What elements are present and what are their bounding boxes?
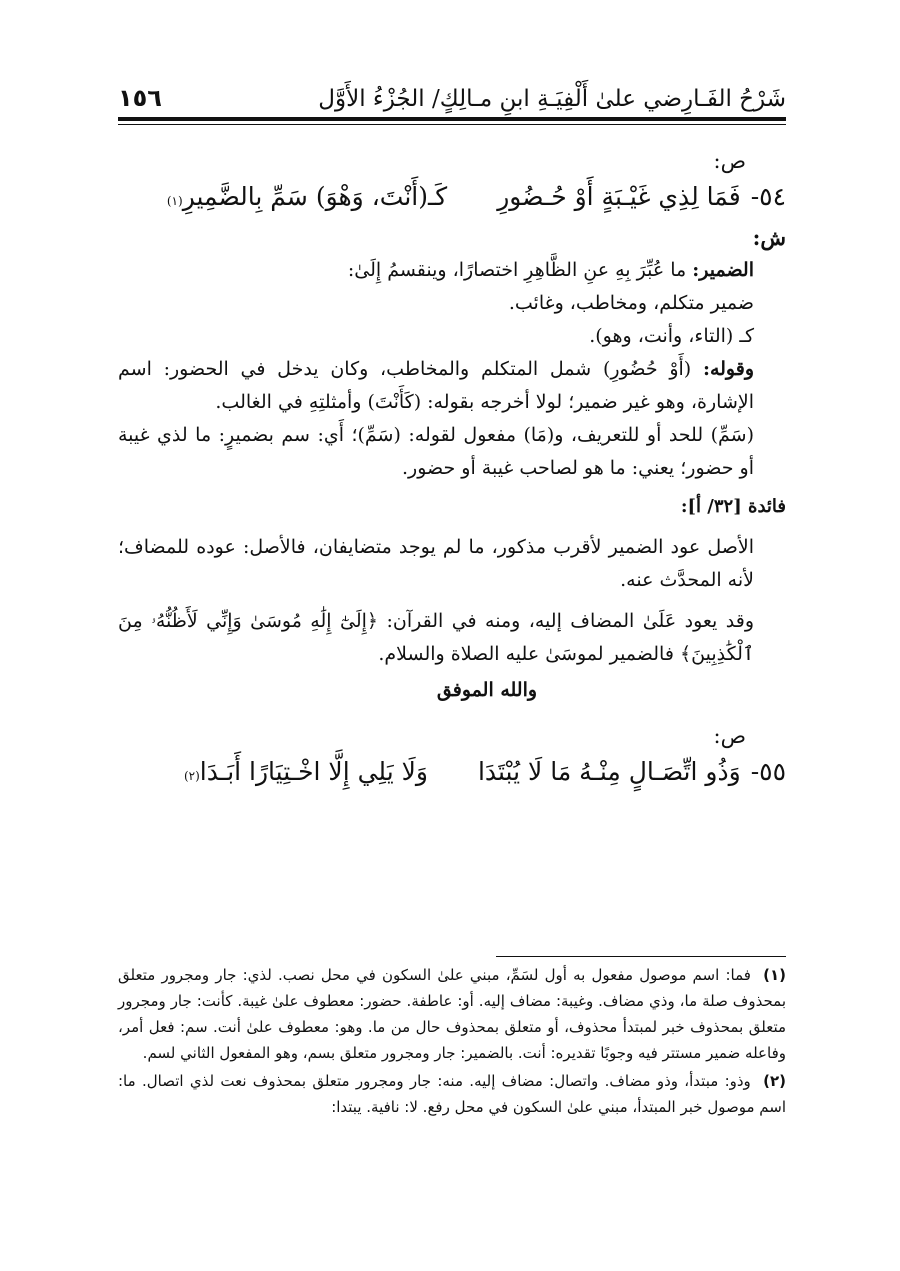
footnote-ref-2[interactable]: (٢): [183, 769, 200, 783]
label-sharh: ش:: [752, 225, 786, 250]
quran-quote: ﴿إِلَىٰٓ إِلَٰهِ مُوسَىٰ وَإِنِّي لَأَظُنُّهُۥ مِنَ ٱلْكَٰذِبِينَ﴾: [118, 610, 754, 665]
verse-number: ٥٤-: [750, 182, 786, 211]
footnote-1: [118, 962, 786, 1066]
footnote-number: (٢): [763, 1072, 786, 1090]
faida-title: فائدة [٣٢/ أ]:: [680, 496, 786, 517]
verse-hemistich-2: وَلَا يَلِي إِلَّا اخْـتِيَارًا أَبَـدَا: [199, 757, 428, 786]
verse-55: [118, 751, 786, 797]
header-title: شَرْحُ الفَـارِضي علىٰ أَلْفِيَـةِ ابنِ مـالِكٍ/ الجُزْءُ الأَوَّل: [318, 86, 786, 112]
qawluhu-text: (أَوْ حُضُورِ) شمل المتكلم والمخاطب، وكان يدخل في الحضور: اسم الإشارة، وهو غير ضمير؛ لولا أخرجه بقوله: (كَأَنْتَ) وأمثلتِهِ في الغالب.: [118, 358, 754, 413]
label-sad: ص:: [713, 149, 746, 173]
faida-p2-tail: فالضمير لموسَىٰ عليه الصلاة والسلام.: [378, 643, 674, 665]
footnote-2: [118, 1068, 786, 1120]
verse-54: [118, 176, 786, 222]
examples-line: كـ (التاء، وأنت، وهو).: [589, 325, 754, 347]
spacer: [118, 597, 786, 605]
verse-hemistich-2: كَـ(أَنْتَ، وَهْوَ) سَمِّ بِالضَّمِيرِ: [182, 182, 448, 211]
closing-line: والله الموفق: [436, 679, 538, 701]
label-sad-2: ص:: [713, 724, 746, 748]
footnote-separator: [496, 956, 786, 957]
faida-paragraph-1: الأصل عود الضمير لأقرب مذكور، ما لم يوجد متضايفان، فالأصل: عوده للمضاف؛ لأنه المحدَّث عنه.: [118, 536, 754, 591]
footnote-text: وذو: مبتدأ، وذو مضاف. واتصال: مضاف إليه. منه: جار ومجرور متعلق بمحذوف نعت لذي اتصال. ما: اسم موصول خبر المبتدأ، مبني علىٰ السكون في محل رفع. لا: نافية. يبتدا:: [118, 1072, 786, 1116]
faida-paragraph-2: [118, 605, 786, 671]
footnote-text: فما: اسم موصول مفعول به أول لسَمِّ، مبني علىٰ السكون في محل نصب. لذي: جار ومجرور متعلق بمحذوف صلة ما، وذي مضاف. وغيبة: مضاف إليه. أو: عاطفة. حضور: معطوف علىٰ غيبة. كأنت: جار ومجرور متعلق بمحذوف خبر لمبتدأ محذوف، أو متعلق بمحذوف حال من ما. وهو: معطوف علىٰ أنت. سم: فعل أمر، وفاعله ضمير مستتر فيه وجوبًا تقديره: أنت. بالضمير: جار ومجرور متعلق بسم، وهو المفعول الثاني لسم.: [118, 966, 786, 1062]
term-damir: الضمير:: [692, 259, 754, 281]
definition-text: ما عُبِّرَ بِهِ عنِ الظَّاهِرِ اختصارًا، وينقسمُ إِلَىٰ:: [347, 259, 687, 281]
division-line: ضمير متكلم، ومخاطب، وغائب.: [508, 292, 754, 314]
verse-hemistich-1: وَذُو اتِّصَـالٍ مِنْـهُ مَا لَا يُبْتَدَا: [477, 757, 741, 786]
qawluhu-paragraph: [118, 353, 786, 419]
footnote-number: (١): [763, 966, 786, 984]
page-number: ١٥٦: [118, 84, 162, 112]
verse-hemistich-1: فَمَا لِذِي غَيْـبَةٍ أَوْ حُـضُورِ: [497, 182, 741, 211]
qawluhu-label: وقوله:: [702, 358, 754, 380]
main-text: [118, 140, 786, 797]
header-rule-thin: [118, 124, 786, 125]
footnotes: [118, 962, 786, 1122]
samm-paragraph: (سَمِّ) للحد أو للتعريف، و(مَا) مفعول لقوله: (سَمِّ)؛ أَي: سم بضميرٍ: ما لذي غيبة أو حضور؛ يعني: ما هو لصاحب غيبة أو حضور.: [118, 424, 754, 479]
running-header: [118, 78, 786, 112]
header-rule-thick: [118, 117, 786, 121]
definition-paragraph: [118, 254, 786, 287]
faida-p2-lead: وقد يعود عَلَىٰ المضاف إليه، ومنه في القرآن:: [386, 610, 755, 632]
footnote-ref-1[interactable]: (١): [166, 194, 183, 208]
verse-number-2: ٥٥-: [750, 757, 786, 786]
